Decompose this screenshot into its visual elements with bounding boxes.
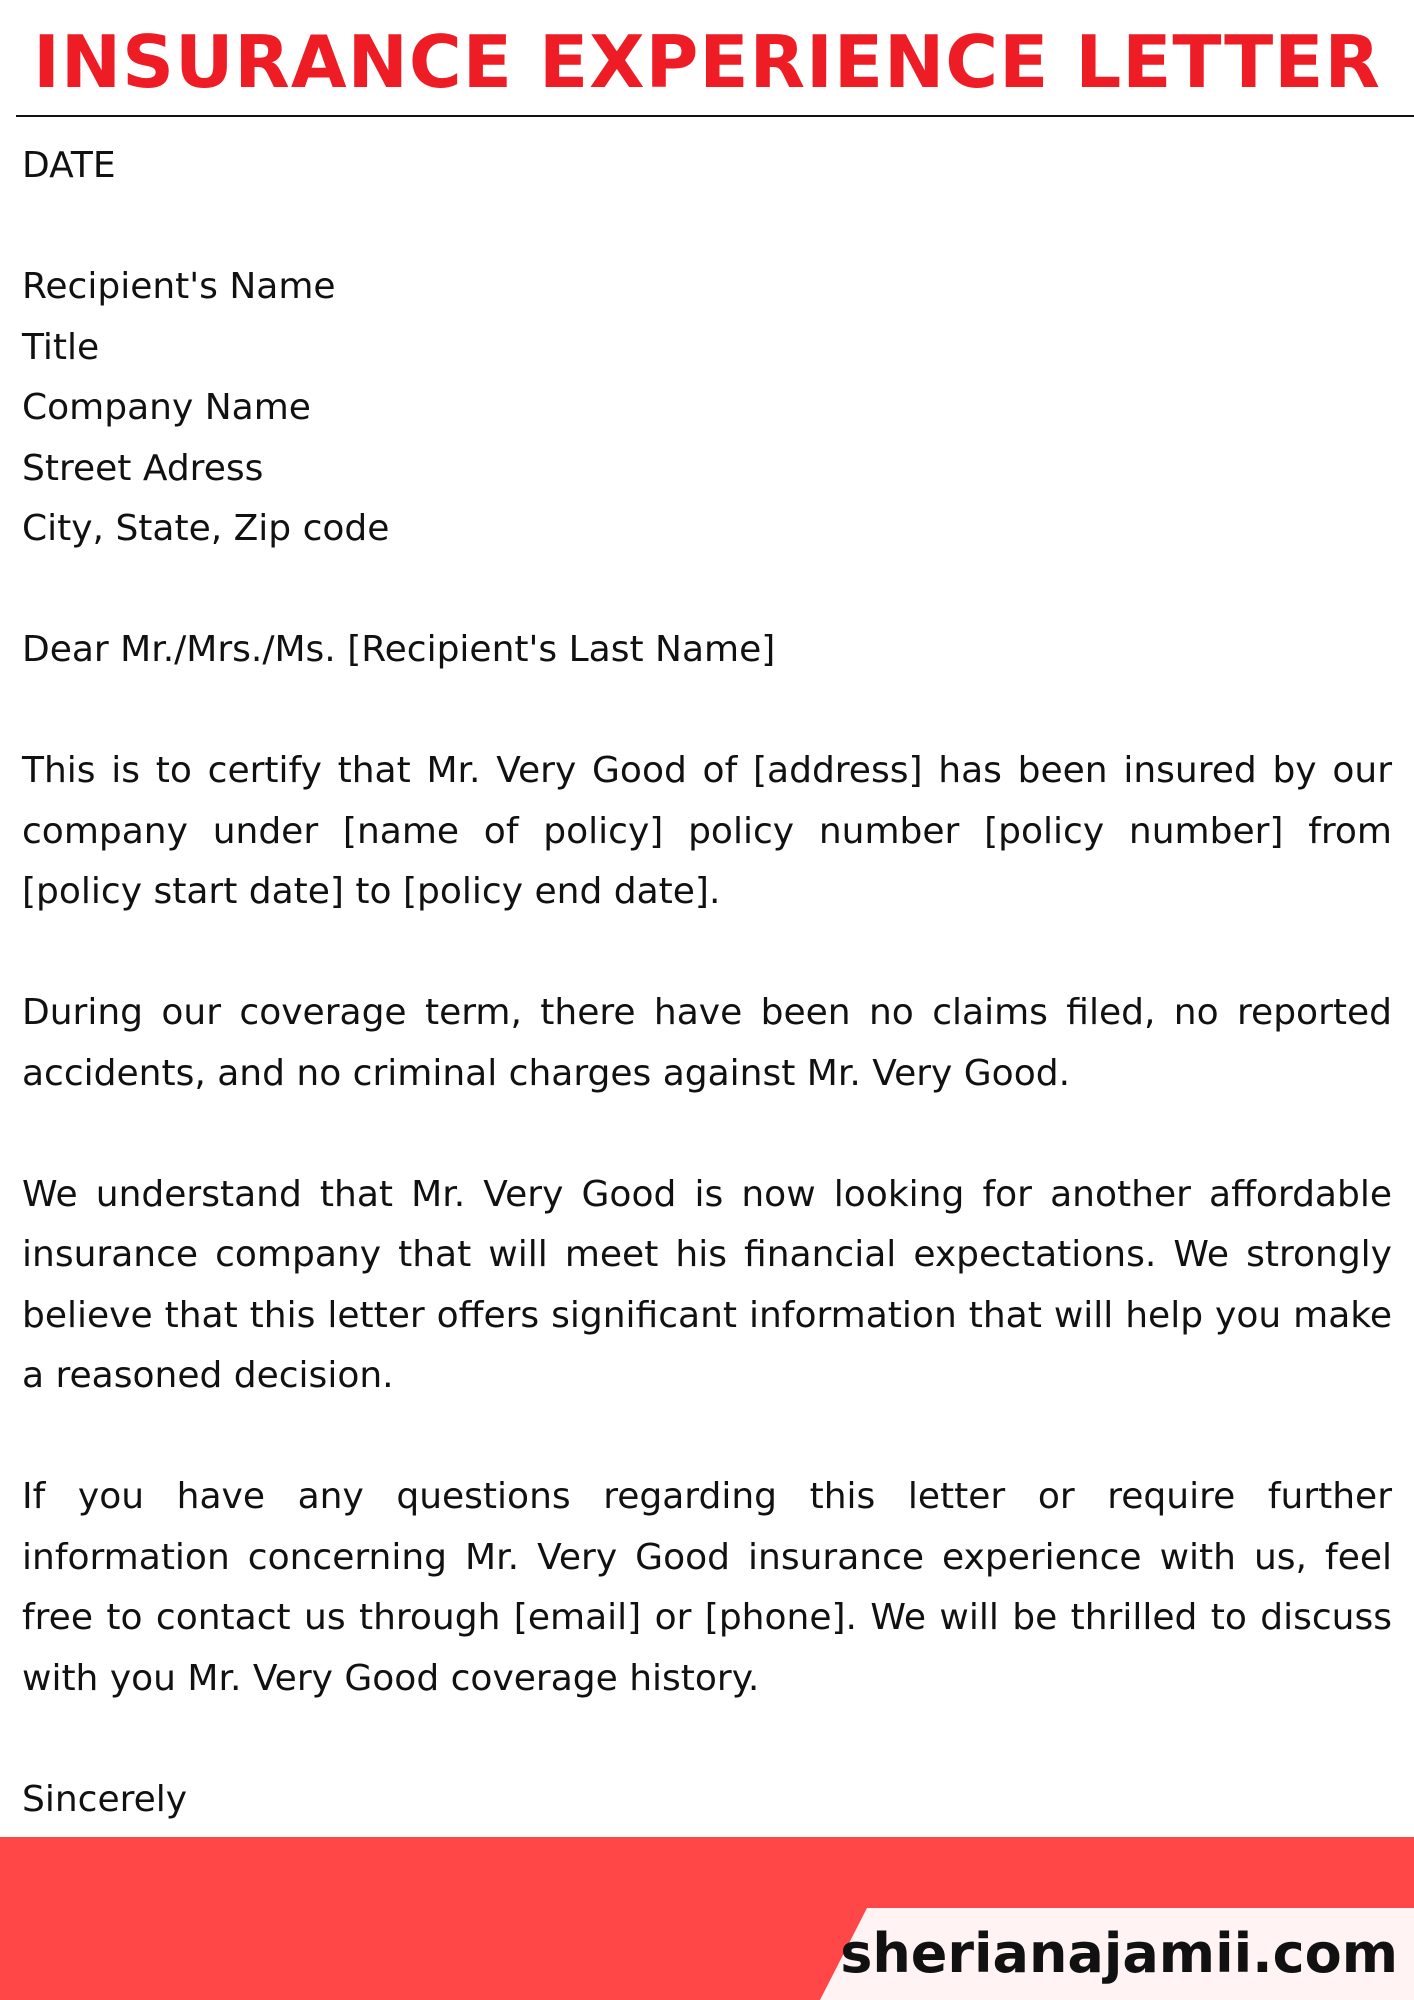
paragraph-contact: If you have any questions regarding this letter or require further information concerning Mr. Very Good insurance experience with us, feel free to contact us through [email] or [phone]. We will be thrilled to discuss with you Mr. Very Good coverage history.: [22, 1476, 1392, 1699]
recipient-title: Title: [22, 326, 100, 368]
spacer: [22, 1104, 1392, 1165]
spacer: [22, 681, 1392, 742]
recipient-block: [22, 257, 1392, 560]
spacer: [22, 1407, 1392, 1468]
letter-body: [22, 136, 1392, 1830]
website-url: sherianajamii.com: [840, 1922, 1398, 1985]
closing: Sincerely: [22, 1778, 188, 1820]
letter-date: DATE: [22, 145, 116, 186]
recipient-street: Street Adress: [22, 447, 264, 489]
paragraph-recommendation: We understand that Mr. Very Good is now looking for another affordable insurance company that will meet his financial expectations. We strongly believe that this letter offers significant information that will help you make a reasoned decision.: [22, 1173, 1392, 1396]
spacer: [22, 1709, 1392, 1770]
title-divider: [16, 115, 1414, 117]
spacer: [22, 560, 1392, 621]
paragraph-coverage-record: During our coverage term, there have been no claims filed, no reported accidents, and no criminal charges against Mr. Very Good.: [22, 992, 1392, 1094]
recipient-name: Recipient's Name: [22, 266, 336, 307]
salutation: Dear Mr./Mrs./Ms. [Recipient's Last Name]: [22, 629, 776, 670]
page-title: INSURANCE EXPERIENCE LETTER: [33, 20, 1381, 104]
spacer: [22, 923, 1392, 984]
spacer: [22, 197, 1392, 258]
recipient-city: City, State, Zip code: [22, 508, 390, 549]
recipient-company: Company Name: [22, 387, 311, 428]
paragraph-certification: This is to certify that Mr. Very Good of [address] has been insured by our company under [name of policy] policy number [policy number] from [policy start date] to [policy end date].: [22, 750, 1392, 912]
